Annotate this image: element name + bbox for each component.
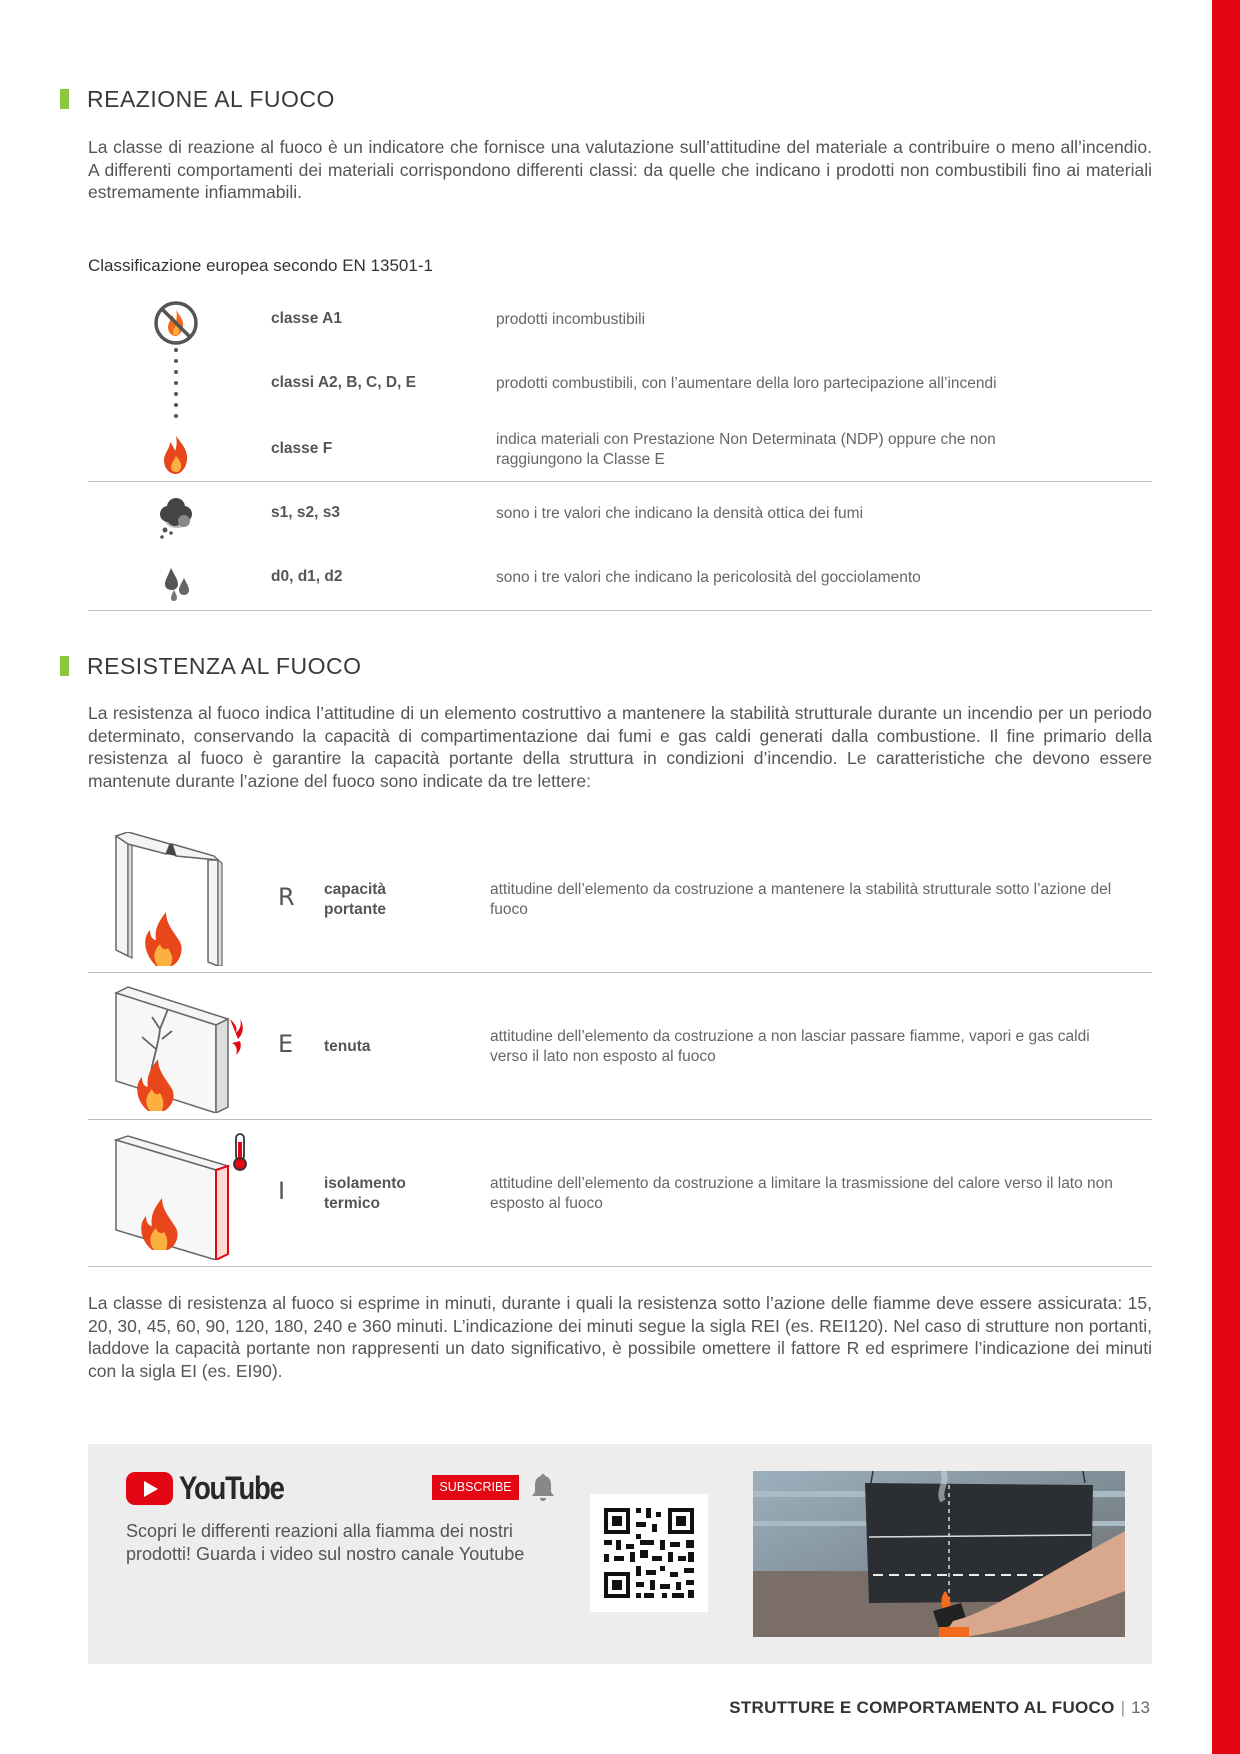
class-label: classe F: [271, 440, 333, 457]
classification-row: [88, 288, 1152, 352]
class-description: prodotti combustibili, con l’aumentare della loro partecipazione all’incendi: [496, 375, 997, 392]
youtube-promo-box: [88, 1444, 1152, 1664]
resistance-name: isolamento termico: [324, 1175, 406, 1212]
section-title-resistenza: [60, 646, 361, 686]
classification-row: [88, 482, 1152, 546]
video-thumbnail-photo[interactable]: [753, 1471, 1125, 1637]
resistance-description: attitudine dell’elemento da costruzione a mantenere la stabilità strutturale sotto l’azione del fuoco: [490, 881, 1112, 918]
resistance-name: tenuta: [324, 1038, 371, 1055]
smoke-cloud-icon: [153, 494, 199, 540]
qr-code[interactable]: [590, 1494, 708, 1612]
subscribe-button[interactable]: SUBSCRIBE: [432, 1475, 519, 1500]
classification-row: [88, 416, 1152, 480]
footer-separator: |: [1120, 1698, 1126, 1717]
structural-frame-fire-illustration: [108, 832, 248, 966]
divider: [88, 610, 1152, 611]
page-footer: [729, 1698, 1150, 1718]
dotted-line: [153, 348, 199, 424]
no-fire-icon: [153, 300, 199, 346]
class-label: classe A1: [271, 310, 342, 327]
section-paragraph: La classe di reazione al fuoco è un indicatore che fornisce una valutazione sull’attitudine del materiale a contribuire o meno all’incendio. A differenti comportamenti dei materiali corrispondono differenti classi: da quelle che indicano i prodotti non combustibili fino ai materiali estremamente infiammabili.: [88, 137, 1152, 202]
section-marker: [60, 656, 69, 676]
classification-subheading: Classificazione europea secondo EN 13501-1: [88, 256, 433, 275]
classification-row: [88, 352, 1152, 416]
resistance-letter: E: [278, 1030, 294, 1058]
closing-paragraph: La classe di resistenza al fuoco si esprime in minuti, durante i quali la resistenza sotto l’azione delle fiamme deve essere assicurata: 15, 20, 30, 45, 60, 90, 120, 180, 240 e 360 minuti. L’indicazione dei minuti segue la sigla REI (es. REI120). Nel caso di strutture non portanti, laddove la capacità portante non rappresenti un dato significativo, è possibile omettere il fattore R ed esprimere l’indicazione dei minuti con la sigla EI (es. EI90).: [88, 1293, 1152, 1381]
class-label: d0, d1, d2: [271, 568, 343, 585]
page-number: 13: [1131, 1698, 1150, 1717]
resistance-letter: I: [278, 1177, 286, 1205]
class-description: indica materiali con Prestazione Non Determinata (NDP) oppure che non raggiungono la Classe E: [496, 431, 996, 468]
droplets-icon: [153, 558, 199, 604]
youtube-logo[interactable]: [126, 1470, 301, 1507]
class-description: sono i tre valori che indicano la densità ottica dei fumi: [496, 505, 864, 522]
youtube-wordmark: YouTube: [179, 1470, 284, 1506]
resistance-description: attitudine dell’elemento da costruzione a non lasciar passare fiamme, vapori e gas caldi verso il lato non esposto al fuoco: [490, 1028, 1090, 1065]
resistance-row-r: [88, 826, 1152, 972]
resistance-row-e: [88, 973, 1152, 1119]
resistance-description: attitudine dell’elemento da costruzione a limitare la trasmissione del calore verso il lato non esposto al fuoco: [490, 1175, 1113, 1212]
class-label: classi A2, B, C, D, E: [271, 374, 417, 391]
youtube-promo-text: Scopri le differenti reazioni alla fiamma dei nostri prodotti! Guarda i video sul nostro canale Youtube: [126, 1521, 525, 1564]
class-description: sono i tre valori che indicano la pericolosità del gocciolamento: [496, 569, 921, 586]
class-description: prodotti incombustibili: [496, 311, 646, 328]
resistance-name: capacità portante: [324, 881, 387, 918]
resistance-row-i: [88, 1120, 1152, 1266]
classification-row: [88, 546, 1152, 610]
footer-title: STRUTTURE E COMPORTAMENTO AL FUOCO: [729, 1698, 1115, 1717]
page-edge-red-bar: [1212, 0, 1240, 1754]
resistance-letter: R: [278, 883, 295, 911]
section-paragraph: La resistenza al fuoco indica l’attitudine di un elemento costruttivo a mantenere la stabilità strutturale durante un incendio per un periodo determinato, conservando la capacità di compartimentazione dai fumi e gas caldi generati dalla combustione. Il fine primario della resistenza al fuoco è garantire la capacità portante della struttura in condizioni d’incendio. Le caratteristiche che devono essere mantenute durante l’azione del fuoco sono indicate da tre lettere:: [88, 703, 1152, 791]
class-label: s1, s2, s3: [271, 504, 340, 521]
play-icon: [126, 1472, 173, 1505]
divider: [88, 1266, 1152, 1267]
section-title-reazione: [60, 79, 335, 119]
wall-flame-passage-illustration: [108, 979, 248, 1113]
flame-icon: [153, 432, 199, 478]
section-marker: [60, 89, 69, 109]
bell-icon[interactable]: [530, 1472, 556, 1502]
insulated-wall-thermometer-illustration: [108, 1126, 248, 1260]
section-title-text: RESISTENZA AL FUOCO: [87, 652, 362, 679]
section-title-text: REAZIONE AL FUOCO: [87, 85, 335, 112]
